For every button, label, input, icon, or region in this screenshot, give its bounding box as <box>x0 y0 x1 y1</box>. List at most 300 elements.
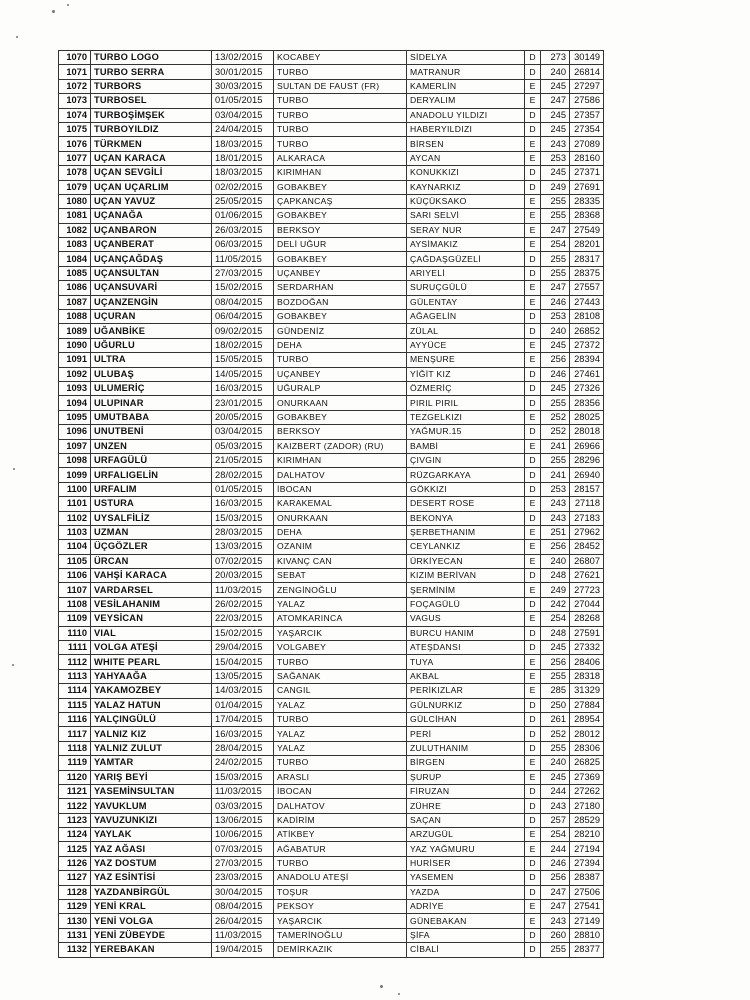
sex-code: D <box>525 252 541 266</box>
entry-number: 1072 <box>59 79 91 93</box>
horse-name: VARDARSEL <box>91 583 212 597</box>
entry-number: 1082 <box>59 223 91 237</box>
registry-number: 28296 <box>570 453 604 467</box>
sire-name: BERKSOY <box>274 223 407 237</box>
entry-number: 1092 <box>59 367 91 381</box>
horse-name: YEREBAKAN <box>91 943 212 957</box>
birth-date: 20/05/2015 <box>212 410 274 424</box>
table-row <box>59 209 604 223</box>
entry-number: 1070 <box>59 51 91 65</box>
entry-number: 1108 <box>59 597 91 611</box>
birth-date: 13/05/2015 <box>212 669 274 683</box>
height-value: 240 <box>541 554 570 568</box>
birth-date: 28/04/2015 <box>212 741 274 755</box>
horse-name: UÇURAN <box>91 310 212 324</box>
sex-code: D <box>525 310 541 324</box>
birth-date: 11/03/2015 <box>212 583 274 597</box>
registry-number: 27118 <box>570 497 604 511</box>
sex-code: D <box>525 51 541 65</box>
horse-name: YALNIZ ZULUT <box>91 741 212 755</box>
height-value: 247 <box>541 223 570 237</box>
horse-name: UÇAN YAVUZ <box>91 194 212 208</box>
sire-name: TURBO <box>274 756 407 770</box>
dam-name: ÇIVGIN <box>407 453 525 467</box>
birth-date: 26/03/2015 <box>212 223 274 237</box>
registry-number: 27461 <box>570 367 604 381</box>
horse-name: TURBOYILDIZ <box>91 122 212 136</box>
horse-name: UÇANAĞA <box>91 209 212 223</box>
height-value: 251 <box>541 525 570 539</box>
entry-number: 1077 <box>59 151 91 165</box>
birth-date: 08/04/2015 <box>212 900 274 914</box>
entry-number: 1117 <box>59 727 91 741</box>
birth-date: 28/03/2015 <box>212 525 274 539</box>
sex-code: E <box>525 137 541 151</box>
scan-speck <box>380 985 383 988</box>
dam-name: ZÜHRE <box>407 799 525 813</box>
entry-number: 1102 <box>59 511 91 525</box>
table-row <box>59 928 604 942</box>
height-value: 255 <box>541 209 570 223</box>
table-row <box>59 842 604 856</box>
table-row <box>59 914 604 928</box>
table-row <box>59 626 604 640</box>
registry-number: 28529 <box>570 813 604 827</box>
horse-name: UÇANBARON <box>91 223 212 237</box>
horse-name: YAMTAR <box>91 756 212 770</box>
birth-date: 07/02/2015 <box>212 554 274 568</box>
height-value: 243 <box>541 511 570 525</box>
sire-name: İBOCAN <box>274 784 407 798</box>
horse-name: YALÇINGÜLÜ <box>91 712 212 726</box>
registry-number: 27262 <box>570 784 604 798</box>
birth-date: 27/03/2015 <box>212 856 274 870</box>
horse-name: YARIŞ BEYİ <box>91 770 212 784</box>
sire-name: DELİ UĞUR <box>274 238 407 252</box>
table-row <box>59 166 604 180</box>
table-row <box>59 885 604 899</box>
sex-code: D <box>525 396 541 410</box>
dam-name: YİĞİT KIZ <box>407 367 525 381</box>
registry-number: 28306 <box>570 741 604 755</box>
sex-code: D <box>525 324 541 338</box>
height-value: 246 <box>541 856 570 870</box>
sex-code: E <box>525 842 541 856</box>
height-value: 243 <box>541 497 570 511</box>
table-row <box>59 324 604 338</box>
scan-speck <box>13 468 15 470</box>
dam-name: ATEŞDANSI <box>407 641 525 655</box>
registry-number: 28157 <box>570 482 604 496</box>
birth-date: 15/05/2015 <box>212 353 274 367</box>
sex-code: D <box>525 943 541 957</box>
sex-code: D <box>525 597 541 611</box>
horse-name: UYSALFİLİZ <box>91 511 212 525</box>
table-row <box>59 583 604 597</box>
entry-number: 1110 <box>59 626 91 640</box>
dam-name: AĞAGELİN <box>407 310 525 324</box>
table-row <box>59 597 604 611</box>
sex-code: E <box>525 439 541 453</box>
sex-code: E <box>525 770 541 784</box>
registry-table <box>58 50 604 958</box>
height-value: 246 <box>541 367 570 381</box>
sex-code: D <box>525 367 541 381</box>
birth-date: 20/03/2015 <box>212 569 274 583</box>
height-value: 244 <box>541 842 570 856</box>
horse-name: VOLGA ATEŞİ <box>91 641 212 655</box>
registry-number: 28317 <box>570 252 604 266</box>
dam-name: GÜNEBAKAN <box>407 914 525 928</box>
dam-name: KÜÇÜKSAKO <box>407 194 525 208</box>
sire-name: GOBAKBEY <box>274 410 407 424</box>
horse-name: VIAL <box>91 626 212 640</box>
scan-speck <box>67 4 69 6</box>
table-row <box>59 669 604 683</box>
registry-number: 27621 <box>570 569 604 583</box>
birth-date: 30/04/2015 <box>212 885 274 899</box>
horse-name: YALAZ HATUN <box>91 698 212 712</box>
horse-name: ULUPINAR <box>91 396 212 410</box>
registry-number: 27591 <box>570 626 604 640</box>
registry-number: 28210 <box>570 828 604 842</box>
dam-name: SARI SELVİ <box>407 209 525 223</box>
registry-number: 28406 <box>570 655 604 669</box>
height-value: 253 <box>541 151 570 165</box>
height-value: 242 <box>541 597 570 611</box>
sire-name: BERKSOY <box>274 425 407 439</box>
registry-number: 27549 <box>570 223 604 237</box>
sire-name: ZENGİNOĞLU <box>274 583 407 597</box>
dam-name: ARIYELİ <box>407 266 525 280</box>
table-row <box>59 137 604 151</box>
horse-name: WHITE PEARL <box>91 655 212 669</box>
registry-number: 28268 <box>570 612 604 626</box>
dam-name: YAZ YAĞMURU <box>407 842 525 856</box>
sex-code: D <box>525 727 541 741</box>
registry-number: 27691 <box>570 180 604 194</box>
entry-number: 1074 <box>59 108 91 122</box>
horse-name: UÇAN KARACA <box>91 151 212 165</box>
sire-name: İBOCAN <box>274 482 407 496</box>
height-value: 257 <box>541 813 570 827</box>
entry-number: 1097 <box>59 439 91 453</box>
dam-name: ÜRKİYECAN <box>407 554 525 568</box>
height-value: 243 <box>541 914 570 928</box>
entry-number: 1073 <box>59 94 91 108</box>
birth-date: 23/03/2015 <box>212 871 274 885</box>
height-value: 250 <box>541 698 570 712</box>
horse-name: UÇANSULTAN <box>91 266 212 280</box>
sire-name: BOZDOĞAN <box>274 295 407 309</box>
horse-name: TÜRKMEN <box>91 137 212 151</box>
entry-number: 1125 <box>59 842 91 856</box>
height-value: 245 <box>541 381 570 395</box>
dam-name: ZÜLAL <box>407 324 525 338</box>
entry-number: 1099 <box>59 468 91 482</box>
height-value: 255 <box>541 669 570 683</box>
entry-number: 1080 <box>59 194 91 208</box>
horse-name: TURBO LOGO <box>91 51 212 65</box>
horse-name: YAYLAK <box>91 828 212 842</box>
birth-date: 28/02/2015 <box>212 468 274 482</box>
sex-code: D <box>525 626 541 640</box>
sex-code: D <box>525 511 541 525</box>
horse-name: ULTRA <box>91 353 212 367</box>
sex-code: D <box>525 799 541 813</box>
dam-name: DESERT ROSE <box>407 497 525 511</box>
horse-name: UMUTBABA <box>91 410 212 424</box>
birth-date: 16/03/2015 <box>212 381 274 395</box>
sire-name: YALAZ <box>274 597 407 611</box>
sex-code: D <box>525 928 541 942</box>
horse-name: ULUBAŞ <box>91 367 212 381</box>
table-row <box>59 741 604 755</box>
height-value: 241 <box>541 468 570 482</box>
sire-name: YALAZ <box>274 727 407 741</box>
birth-date: 15/03/2015 <box>212 511 274 525</box>
sire-name: KARAKEMAL <box>274 497 407 511</box>
registry-number: 28025 <box>570 410 604 424</box>
sire-name: KAIZBERT (ZADOR) (RU) <box>274 439 407 453</box>
dam-name: BEKONYA <box>407 511 525 525</box>
table-row <box>59 396 604 410</box>
registry-number: 27194 <box>570 842 604 856</box>
entry-number: 1116 <box>59 712 91 726</box>
registry-number: 27586 <box>570 94 604 108</box>
birth-date: 05/03/2015 <box>212 439 274 453</box>
table-row <box>59 943 604 957</box>
sex-code: D <box>525 453 541 467</box>
table-row <box>59 856 604 870</box>
dam-name: BİRGEN <box>407 756 525 770</box>
sire-name: SERDARHAN <box>274 281 407 295</box>
registry-number: 27506 <box>570 885 604 899</box>
sire-name: YAŞARCIK <box>274 914 407 928</box>
birth-date: 01/04/2015 <box>212 698 274 712</box>
entry-number: 1081 <box>59 209 91 223</box>
horse-name: YAVUKLUM <box>91 799 212 813</box>
table-row <box>59 497 604 511</box>
sex-code: E <box>525 209 541 223</box>
sex-code: D <box>525 108 541 122</box>
birth-date: 23/01/2015 <box>212 396 274 410</box>
sire-name: SEBAT <box>274 569 407 583</box>
table-row <box>59 770 604 784</box>
registry-number: 27557 <box>570 281 604 295</box>
height-value: 243 <box>541 137 570 151</box>
horse-name: VEYSİCAN <box>91 612 212 626</box>
sex-code: D <box>525 784 541 798</box>
registry-number: 27149 <box>570 914 604 928</box>
height-value: 245 <box>541 770 570 784</box>
horse-name: URFAGÜLÜ <box>91 453 212 467</box>
horse-name: YAVUZUNKIZI <box>91 813 212 827</box>
entry-number: 1129 <box>59 900 91 914</box>
horse-name: YALNIZ KIZ <box>91 727 212 741</box>
horse-name: ULUMERİÇ <box>91 381 212 395</box>
dam-name: HURİSER <box>407 856 525 870</box>
dam-name: ŞERMİNİM <box>407 583 525 597</box>
height-value: 245 <box>541 108 570 122</box>
entry-number: 1098 <box>59 453 91 467</box>
height-value: 244 <box>541 784 570 798</box>
entry-number: 1090 <box>59 338 91 352</box>
sire-name: TURBO <box>274 712 407 726</box>
sire-name: CANGIL <box>274 684 407 698</box>
entry-number: 1111 <box>59 641 91 655</box>
birth-date: 13/06/2015 <box>212 813 274 827</box>
table-row <box>59 871 604 885</box>
birth-date: 15/03/2015 <box>212 770 274 784</box>
table-row <box>59 828 604 842</box>
entry-number: 1084 <box>59 252 91 266</box>
birth-date: 13/02/2015 <box>212 51 274 65</box>
scan-speck <box>12 664 14 666</box>
sire-name: ONURKAAN <box>274 396 407 410</box>
birth-date: 30/03/2015 <box>212 79 274 93</box>
sire-name: OZANIM <box>274 540 407 554</box>
sex-code: D <box>525 698 541 712</box>
horse-name: YASEMİNSULTAN <box>91 784 212 798</box>
sire-name: KOCABEY <box>274 51 407 65</box>
dam-name: KIZIM BERİVAN <box>407 569 525 583</box>
birth-date: 07/03/2015 <box>212 842 274 856</box>
sire-name: YALAZ <box>274 698 407 712</box>
birth-date: 15/02/2015 <box>212 626 274 640</box>
height-value: 254 <box>541 612 570 626</box>
height-value: 285 <box>541 684 570 698</box>
dam-name: KONUKKIZI <box>407 166 525 180</box>
horse-name: YAZ DOSTUM <box>91 856 212 870</box>
registry-number: 28160 <box>570 151 604 165</box>
table-row <box>59 655 604 669</box>
sex-code: E <box>525 554 541 568</box>
table-row <box>59 698 604 712</box>
entry-number: 1093 <box>59 381 91 395</box>
table-row <box>59 252 604 266</box>
horse-name: ÜRCAN <box>91 554 212 568</box>
horse-name: TURBO SERRA <box>91 65 212 79</box>
sire-name: YAŞARCIK <box>274 626 407 640</box>
dam-name: PIRIL PIRIL <box>407 396 525 410</box>
sex-code: E <box>525 914 541 928</box>
sex-code: E <box>525 79 541 93</box>
dam-name: FİRUZAN <box>407 784 525 798</box>
horse-name: UĞURLU <box>91 338 212 352</box>
sex-code: E <box>525 497 541 511</box>
sire-name: VOLGABEY <box>274 641 407 655</box>
birth-date: 18/03/2015 <box>212 137 274 151</box>
sire-name: TURBO <box>274 137 407 151</box>
sex-code: E <box>525 194 541 208</box>
birth-date: 18/03/2015 <box>212 166 274 180</box>
table-row <box>59 900 604 914</box>
dam-name: BURCU HANIM <box>407 626 525 640</box>
entry-number: 1121 <box>59 784 91 798</box>
table-row <box>59 525 604 539</box>
registry-number: 28375 <box>570 266 604 280</box>
horse-name: UNZEN <box>91 439 212 453</box>
sex-code: E <box>525 281 541 295</box>
table-row <box>59 511 604 525</box>
sire-name: ARASLI <box>274 770 407 784</box>
scan-speck <box>52 10 55 13</box>
sire-name: ANADOLU ATEŞİ <box>274 871 407 885</box>
sire-name: TURBO <box>274 856 407 870</box>
sire-name: GÜNDENİZ <box>274 324 407 338</box>
birth-date: 10/06/2015 <box>212 828 274 842</box>
dam-name: ŞİFA <box>407 928 525 942</box>
dam-name: MENŞURE <box>407 353 525 367</box>
registry-number: 27541 <box>570 900 604 914</box>
horse-name: UÇANBERAT <box>91 238 212 252</box>
sire-name: AĞABATUR <box>274 842 407 856</box>
entry-number: 1130 <box>59 914 91 928</box>
horse-name: YAZDANBİRGÜL <box>91 885 212 899</box>
entry-number: 1103 <box>59 525 91 539</box>
height-value: 249 <box>541 583 570 597</box>
sire-name: TURBO <box>274 94 407 108</box>
sex-code: E <box>525 828 541 842</box>
birth-date: 11/03/2015 <box>212 928 274 942</box>
dam-name: AYSİMAKIZ <box>407 238 525 252</box>
sire-name: KIRIMHAN <box>274 453 407 467</box>
registry-number: 27394 <box>570 856 604 870</box>
entry-number: 1076 <box>59 137 91 151</box>
registry-number: 27044 <box>570 597 604 611</box>
registry-number: 26940 <box>570 468 604 482</box>
horse-name: YAZ AĞASI <box>91 842 212 856</box>
table-row <box>59 238 604 252</box>
height-value: 255 <box>541 266 570 280</box>
dam-name: CİBALİ <box>407 943 525 957</box>
dam-name: ZULUTHANIM <box>407 741 525 755</box>
sex-code: D <box>525 641 541 655</box>
entry-number: 1096 <box>59 425 91 439</box>
table-row <box>59 266 604 280</box>
height-value: 240 <box>541 65 570 79</box>
entry-number: 1101 <box>59 497 91 511</box>
sire-name: TURBO <box>274 108 407 122</box>
table-row <box>59 425 604 439</box>
dam-name: SURUÇGÜLÜ <box>407 281 525 295</box>
birth-date: 18/02/2015 <box>212 338 274 352</box>
registry-number: 27962 <box>570 525 604 539</box>
sire-name: ATOMKARINCA <box>274 612 407 626</box>
height-value: 273 <box>541 51 570 65</box>
birth-date: 08/04/2015 <box>212 295 274 309</box>
dam-name: ŞERBETHANIM <box>407 525 525 539</box>
height-value: 255 <box>541 252 570 266</box>
birth-date: 06/03/2015 <box>212 238 274 252</box>
height-value: 247 <box>541 94 570 108</box>
entry-number: 1094 <box>59 396 91 410</box>
table-row <box>59 310 604 324</box>
sire-name: ALKARACA <box>274 151 407 165</box>
sire-name: TURBO <box>274 655 407 669</box>
table-row <box>59 727 604 741</box>
sire-name: DALHATOV <box>274 468 407 482</box>
entry-number: 1132 <box>59 943 91 957</box>
dam-name: VAGUS <box>407 612 525 626</box>
birth-date: 11/05/2015 <box>212 252 274 266</box>
dam-name: TEZGELKIZI <box>407 410 525 424</box>
sire-name: GOBAKBEY <box>274 209 407 223</box>
height-value: 256 <box>541 540 570 554</box>
table-row <box>59 79 604 93</box>
entry-number: 1083 <box>59 238 91 252</box>
